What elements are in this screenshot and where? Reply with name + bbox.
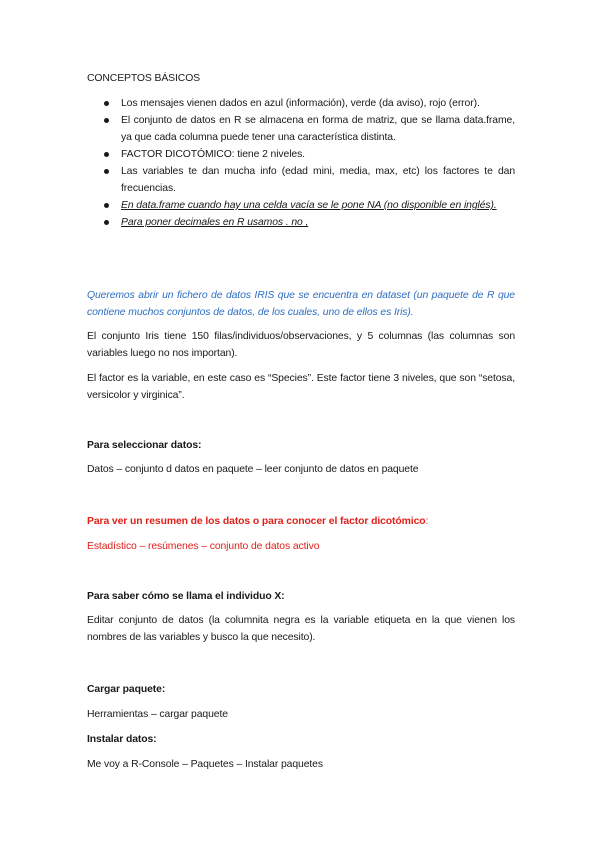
list-item: FACTOR DICOTÓMICO: tiene 2 niveles.	[87, 146, 515, 163]
page-title: CONCEPTOS BÁSICOS	[87, 73, 201, 84]
list-item	[87, 197, 515, 214]
individual-paragraph: Editar conjunto de datos (la columnita negra es la variable etiqueta en la que vienen los nombres de las variables y busco la que necesito).	[87, 615, 515, 643]
heading-select-data: Para seleccionar datos:	[87, 440, 202, 451]
heading-summary-colon: :	[425, 516, 429, 527]
load-package-paragraph: Herramientas – cargar paquete	[87, 709, 228, 720]
install-data-paragraph: Me voy a R-Console – Paquetes – Instalar paquetes	[87, 759, 323, 770]
list-item: Las variables te dan mucha info (edad mini, media, max, etc) los factores te dan frecuencias.	[87, 163, 515, 197]
heading-load-package: Cargar paquete:	[87, 684, 166, 695]
list-item: El conjunto de datos en R se almacena en forma de matriz, que se llama data.frame, ya que cada columna puede tener una característica distinta.	[87, 112, 515, 146]
select-data-paragraph: Datos – conjunto d datos en paquete – leer conjunto de datos en paquete	[87, 464, 419, 475]
list-item-text: En data.frame cuando hay una celda vacía se le pone NA (no disponible en inglés).	[121, 200, 497, 211]
heading-summary-text: Para ver un resumen de los datos o para conocer el factor dicotómico	[87, 516, 426, 527]
heading-individual: Para saber cómo se llama el individuo X:	[87, 591, 285, 602]
factor-paragraph: El factor es la variable, en este caso es “Species”. Este factor tiene 3 niveles, que son “setosa, versicolor y virginica”.	[87, 373, 515, 401]
iris-paragraph: El conjunto Iris tiene 150 filas/individuos/observaciones, y 5 columnas (las columnas son variables luego no nos importan).	[87, 331, 515, 359]
list-item-text: Para poner decimales en R usamos . no ,	[121, 217, 309, 228]
heading-summary	[87, 513, 515, 530]
list-item: Los mensajes vienen dados en azul (información), verde (da aviso), rojo (error).	[87, 95, 515, 112]
list-item	[87, 214, 515, 231]
heading-install-data: Instalar datos:	[87, 734, 157, 745]
concepts-list	[87, 95, 515, 231]
intro-paragraph: Queremos abrir un fichero de datos IRIS que se encuentra en dataset (un paquete de R que contiene muchos conjuntos de datos, de los cuales, uno de ellos es Iris).	[87, 290, 515, 318]
summary-paragraph: Estadístico – resúmenes – conjunto de datos activo	[87, 541, 320, 552]
